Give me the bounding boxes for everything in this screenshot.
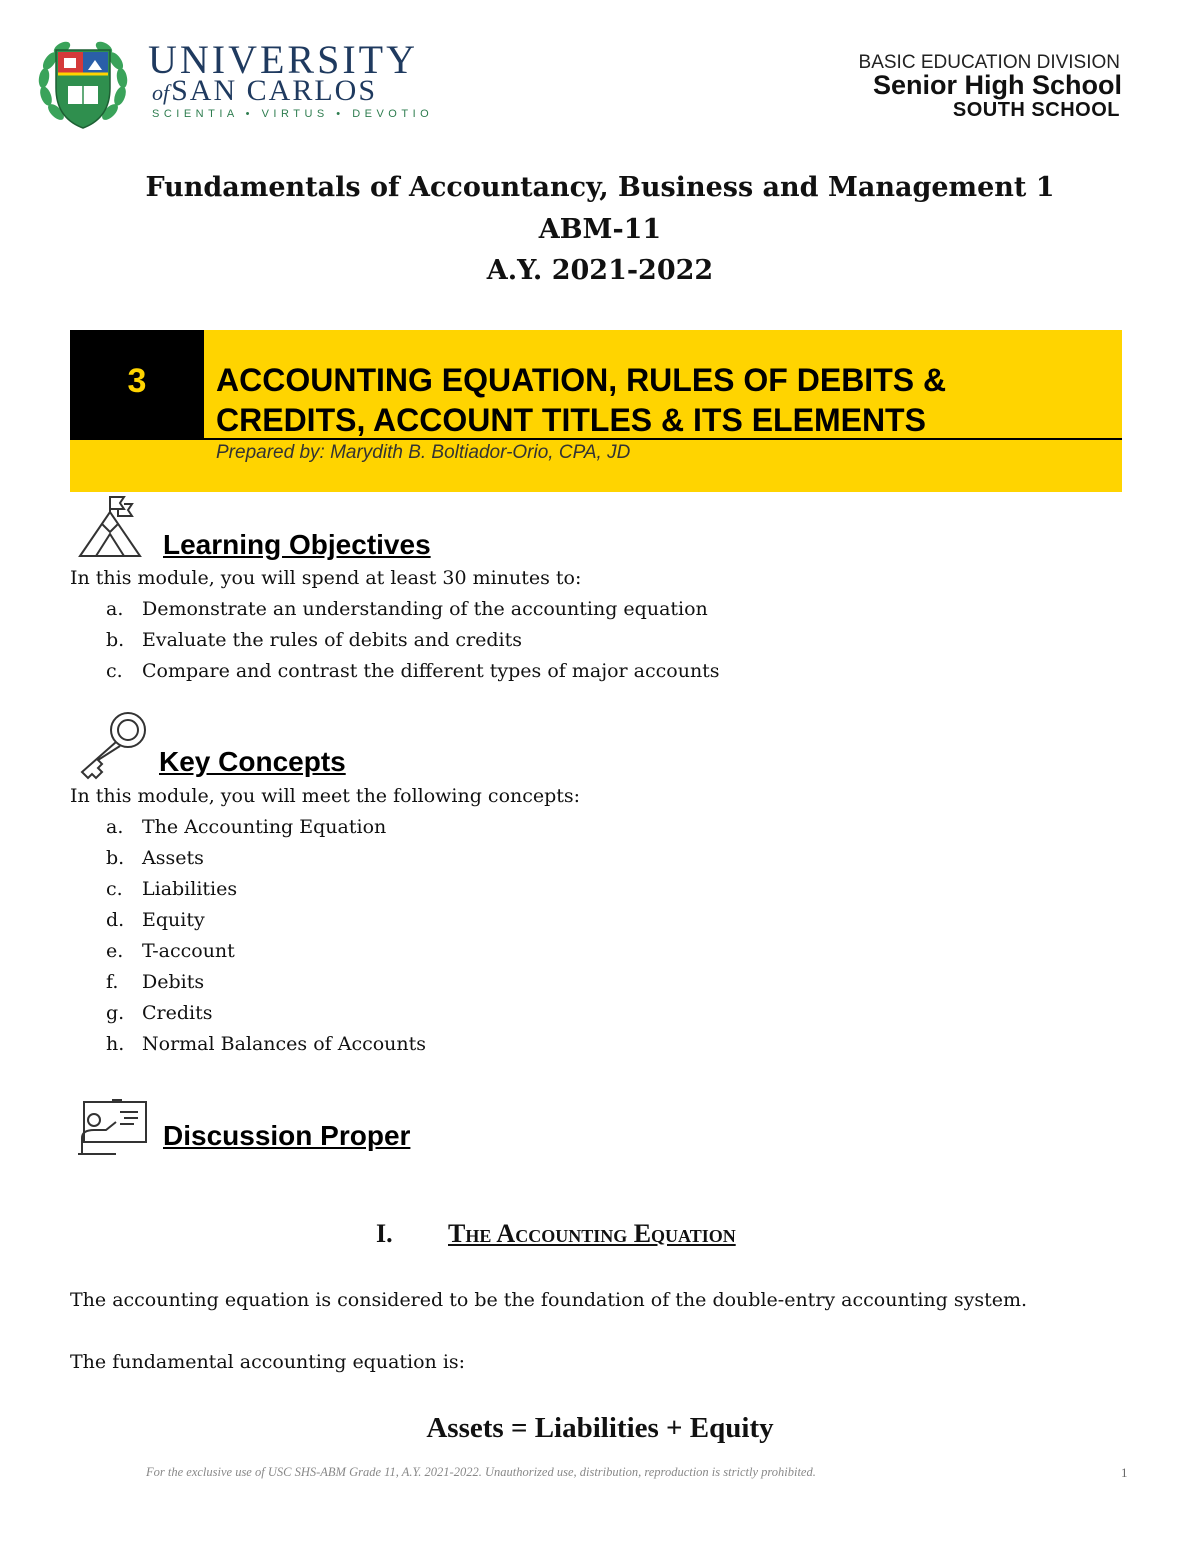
list-marker: b. bbox=[106, 629, 125, 651]
list-marker: a. bbox=[106, 816, 124, 838]
section-number: I. bbox=[376, 1219, 393, 1248]
list-text: Evaluate the rules of debits and credits bbox=[142, 629, 523, 651]
module-title-line1: ACCOUNTING EQUATION, RULES OF DEBITS & bbox=[216, 362, 947, 398]
list-text: Compare and contrast the different types of major accounts bbox=[142, 660, 720, 682]
university-name-line1: UNIVERSITY bbox=[148, 37, 418, 82]
course-title: Fundamentals of Accountancy, Business and Management 1 bbox=[145, 172, 1055, 203]
list-text: T-account bbox=[142, 940, 235, 962]
paragraph-fundamental-equation: The fundamental accounting equation is: bbox=[70, 1351, 466, 1373]
key-concepts-heading: Key Concepts bbox=[159, 746, 346, 777]
list-text: Normal Balances of Accounts bbox=[142, 1033, 427, 1055]
university-motto: SCIENTIA • VIRTUS • DEVOTIO bbox=[152, 108, 434, 120]
division-name: BASIC EDUCATION DIVISION bbox=[858, 52, 1120, 73]
banner-divider bbox=[204, 438, 1122, 440]
list-text: Liabilities bbox=[142, 878, 238, 900]
prepared-by: Prepared by: Marydith B. Boltiador-Orio, CPA, JD bbox=[216, 442, 631, 463]
campus-name: SOUTH SCHOOL bbox=[952, 99, 1120, 121]
section-title: The Accounting Equation bbox=[448, 1219, 736, 1248]
academic-year: A.Y. 2021-2022 bbox=[486, 255, 714, 286]
discussion-proper-heading: Discussion Proper bbox=[163, 1120, 411, 1151]
list-text: Debits bbox=[142, 971, 205, 993]
mountain-flag-icon bbox=[76, 494, 150, 560]
module-title-line2: CREDITS, ACCOUNT TITLES & ITS ELEMENTS bbox=[216, 402, 926, 438]
list-text: Demonstrate an understanding of the accounting equation bbox=[142, 598, 708, 620]
list-text: Credits bbox=[142, 1002, 213, 1024]
learning-objectives-heading: Learning Objectives bbox=[163, 529, 431, 560]
course-strand: ABM-11 bbox=[538, 214, 662, 245]
list-marker: f. bbox=[106, 971, 119, 993]
list-text: Equity bbox=[142, 909, 205, 931]
university-name-of: of bbox=[152, 80, 170, 105]
list-marker: g. bbox=[106, 1002, 125, 1024]
list-marker: b. bbox=[106, 847, 125, 869]
list-marker: c. bbox=[106, 660, 123, 682]
whiteboard-teacher-icon bbox=[76, 1098, 150, 1158]
list-text: Assets bbox=[142, 847, 204, 869]
page-number: 1 bbox=[1121, 1465, 1128, 1480]
university-seal-icon bbox=[36, 36, 130, 132]
key-icon bbox=[76, 710, 150, 780]
footer-notice: For the exclusive use of USC SHS-ABM Grade 11, A.Y. 2021-2022. Unauthorized use, distribution, reproduction is strictly prohibited. bbox=[146, 1465, 816, 1479]
list-text: The Accounting Equation bbox=[142, 816, 387, 838]
list-marker: d. bbox=[106, 909, 125, 931]
list-marker: c. bbox=[106, 878, 123, 900]
list-marker: e. bbox=[106, 940, 124, 962]
module-title bbox=[216, 360, 1096, 440]
university-name-line2 bbox=[152, 76, 377, 106]
list-marker: a. bbox=[106, 598, 124, 620]
school-name: Senior High School bbox=[872, 70, 1122, 100]
list-marker: h. bbox=[106, 1033, 125, 1055]
paragraph-accounting-equation: The accounting equation is considered to be the foundation of the double-entry accounting system. bbox=[70, 1289, 1028, 1311]
learning-objectives-intro: In this module, you will spend at least 30 minutes to: bbox=[70, 567, 582, 589]
university-name-san-carlos: SAN CARLOS bbox=[171, 74, 377, 107]
accounting-equation: Assets = Liabilities + Equity bbox=[426, 1412, 774, 1444]
key-concepts-intro: In this module, you will meet the following concepts: bbox=[70, 785, 581, 807]
module-number: 3 bbox=[127, 362, 147, 400]
